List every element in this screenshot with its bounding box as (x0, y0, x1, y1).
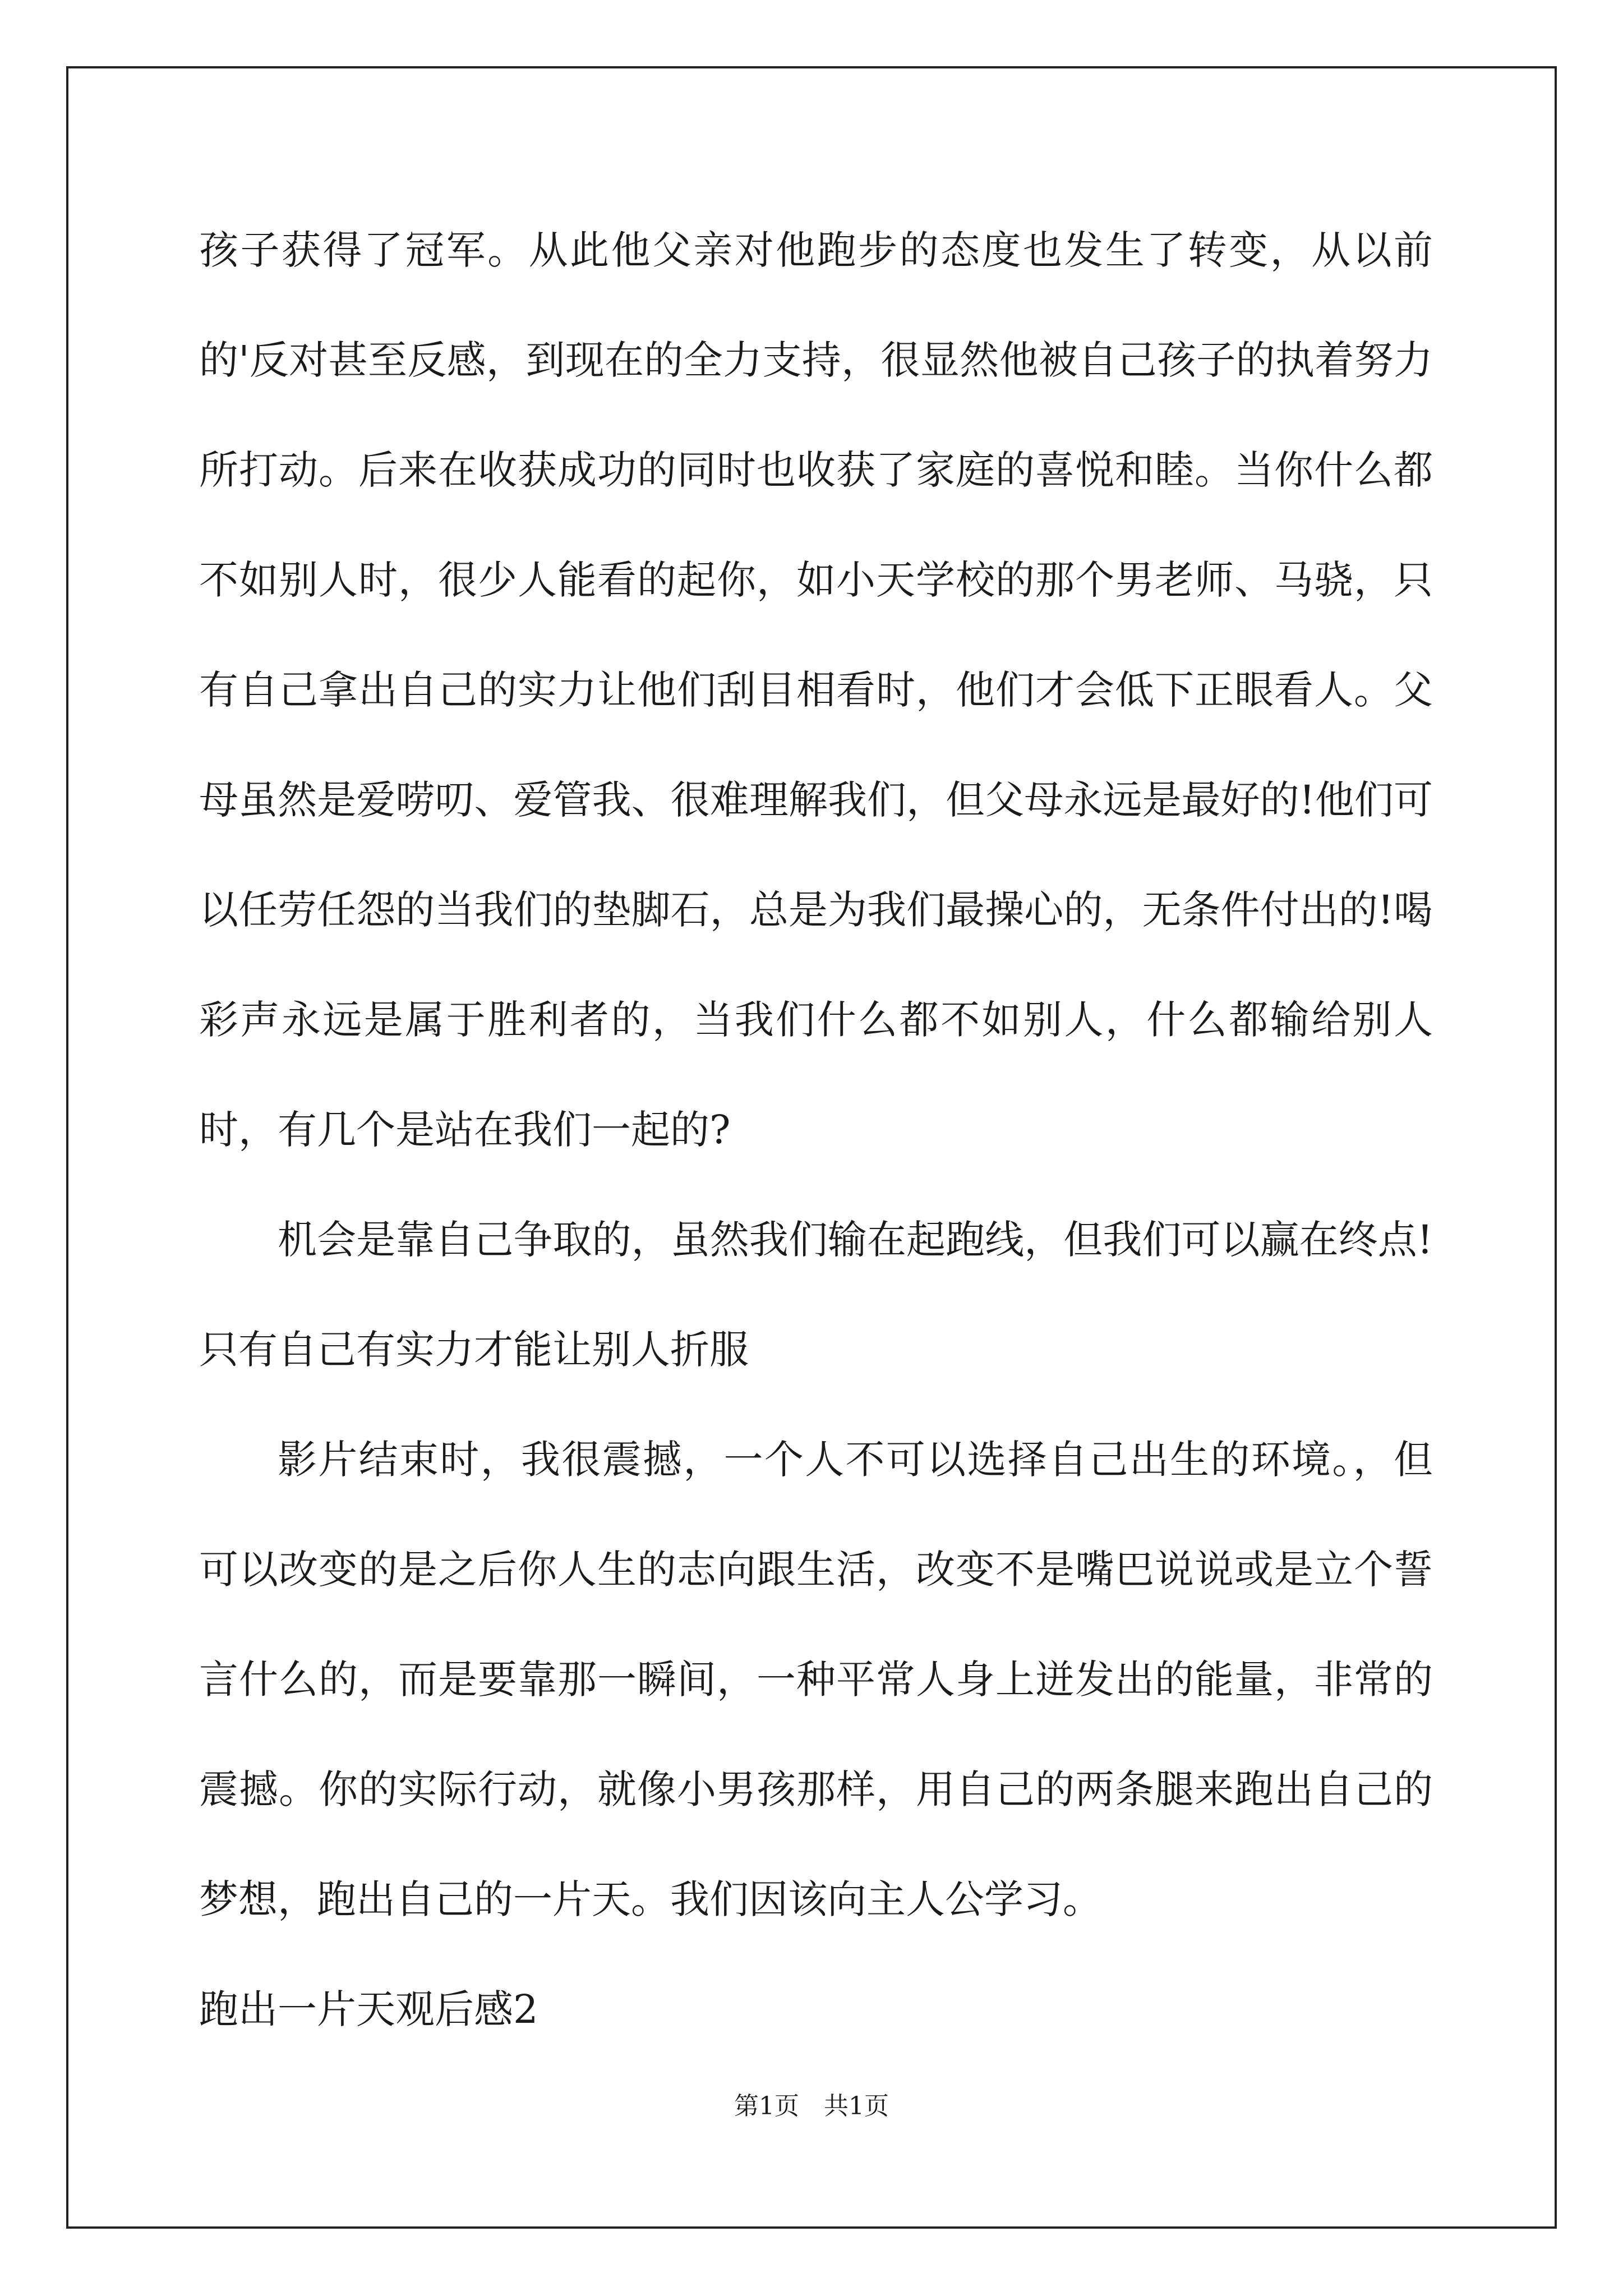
document-body (199, 195, 1433, 2064)
section-heading: 跑出一片天观后感2 (199, 1986, 538, 2032)
paragraph-2: 机会是靠自己争取的，虽然我们输在起跑线，但我们可以赢在终点!只有自己有实力才能让别人折服 (199, 1217, 1433, 1373)
page-footer (0, 2086, 1623, 2122)
paragraph-1: 孩子获得了冠军。从此他父亲对他跑步的态度也发生了转变，从以前的'反对甚至反感，到现在的全力支持，很显然他被自己孩子的执着努力所打动。后来在收获成功的同时也收获了家庭的喜悦和睦。当你什么都不如别人时，很少人能看的起你，如小天学校的那个男老师、马骁，只有自己拿出自己的实力让他们刮目相看时，他们才会低下正眼看人。父母虽然是爱唠叨、爱管我、很难理解我们，但父母永远是最好的!他们可以任劳任怨的当我们的垫脚石，总是为我们最操心的，无条件付出的!喝彩声永远是属于胜利者的，当我们什么都不如别人，什么都输给别人时，有几个是站在我们一起的? (199, 227, 1433, 1153)
paragraph-3: 影片结束时，我很震撼，一个人不可以选择自己出生的环境。，但可以改变的是之后你人生的志向跟生活，改变不是嘴巴说说或是立个誓言什么的，而是要靠那一瞬间，一种平常人身上迸发出的能量，非常的震撼。你的实际行动，就像小男孩那样，用自己的两条腿来跑出自己的梦想，跑出自己的一片天。我们因该向主人公学习。 (199, 1437, 1433, 1922)
page-number-label: 第1页 共1页 (734, 2092, 889, 2120)
